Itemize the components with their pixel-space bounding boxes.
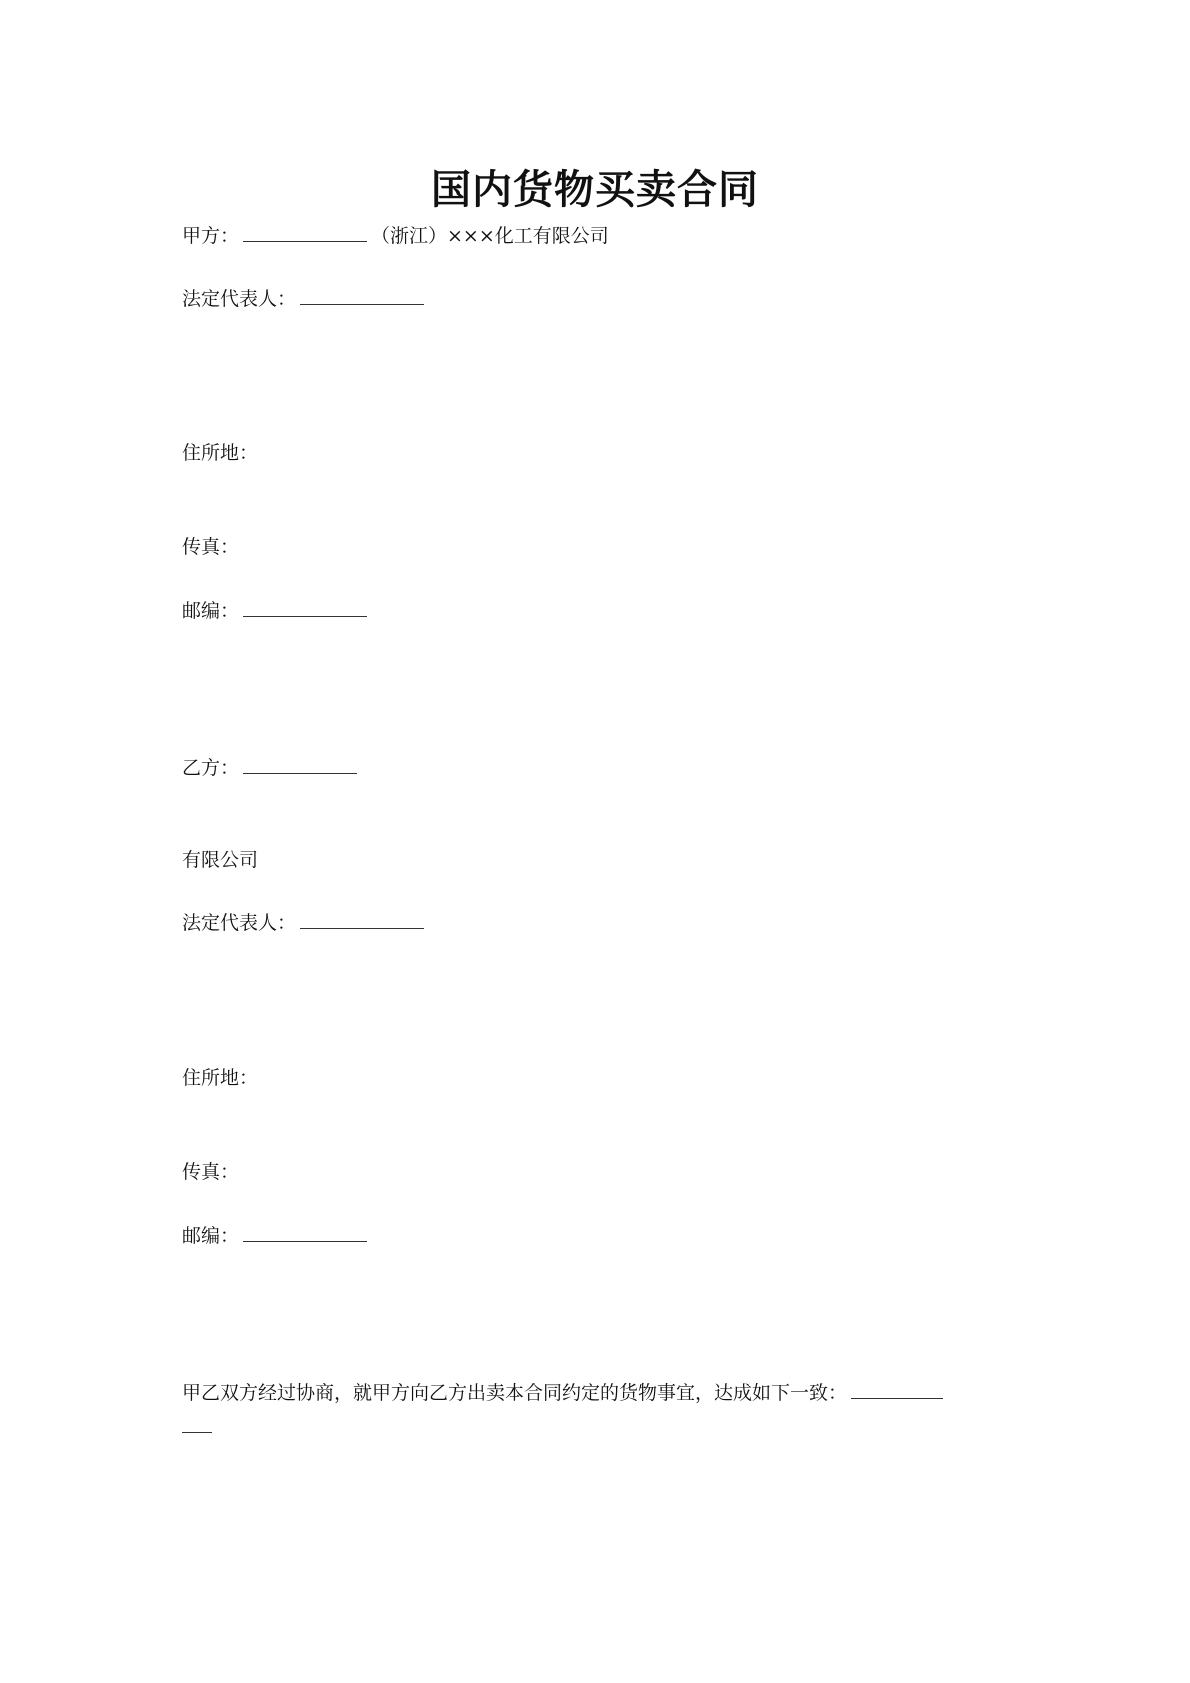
party-a-fax-label: 传真： [182, 536, 240, 558]
party-a-legal-rep-blank [300, 286, 424, 305]
party-b-postcode-label: 邮编： [182, 1225, 240, 1247]
party-a-address-label: 住所地： [182, 442, 259, 464]
agreement-paragraph [182, 1380, 947, 1405]
party-a-name: （浙江）×××化工有限公司 [371, 225, 609, 247]
agreement-paragraph-continuation [182, 1414, 216, 1439]
party-b-fax-label: 传真： [182, 1161, 240, 1183]
party-b-postcode-blank [243, 1223, 367, 1242]
party-b-name-suffix: 有限公司 [182, 849, 259, 871]
party-b-label: 乙方： [182, 757, 240, 779]
party-b-line [182, 755, 361, 780]
agreement-text: 甲乙双方经过协商，就甲方向乙方出卖本合同约定的货物事宜，达成如下一致： [182, 1382, 848, 1404]
party-a-label: 甲方： [182, 225, 240, 247]
party-b-postcode-line [182, 1223, 371, 1248]
party-a-fax-line [182, 535, 239, 559]
party-b-fax-line [182, 1160, 239, 1184]
party-a-line [182, 223, 609, 248]
party-b-legal-rep-line [182, 910, 428, 935]
party-b-address-label: 住所地： [182, 1067, 259, 1089]
party-a-legal-rep-line [182, 286, 428, 311]
party-a-blank [243, 223, 367, 242]
party-b-address-line [182, 1066, 258, 1090]
party-a-postcode-line [182, 598, 371, 623]
party-a-address-line [182, 441, 258, 465]
party-a-legal-rep-label: 法定代表人： [182, 288, 297, 310]
party-b-name-line [182, 848, 258, 872]
party-a-postcode-label: 邮编： [182, 600, 240, 622]
party-a-postcode-blank [243, 598, 367, 617]
party-b-legal-rep-label: 法定代表人： [182, 912, 297, 934]
agreement-blank-continued [182, 1414, 212, 1433]
document-title: 国内货物买卖合同 [431, 166, 759, 213]
party-b-blank [243, 755, 357, 774]
agreement-blank [851, 1380, 943, 1399]
party-b-legal-rep-blank [300, 910, 424, 929]
